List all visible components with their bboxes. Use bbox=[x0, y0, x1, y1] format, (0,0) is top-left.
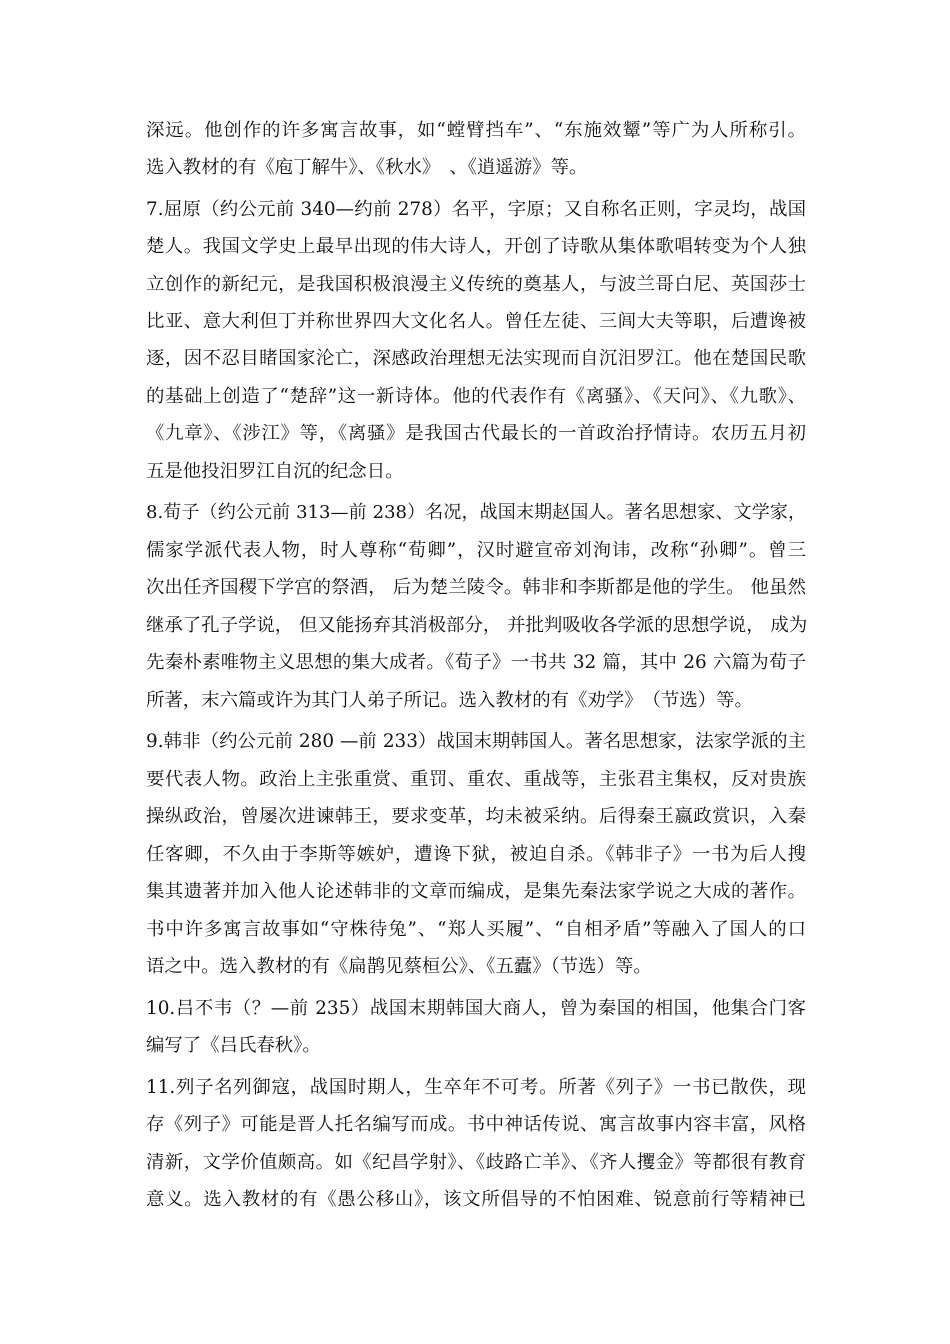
text-line: 集其遗著并加入他人论述韩非的文章而编成，是集先秦法家学说之大成的著作。 bbox=[146, 881, 806, 902]
text-line: 先秦朴素唯物主义思想的集大成者。《荀子》一书共 32 篇，其中 26 六篇为荀子 bbox=[146, 652, 806, 673]
text-line: 立创作的新纪元，是我国积极浪漫主义传统的奠基人，与波兰哥白尼、英国莎士 bbox=[146, 274, 806, 295]
text-line: 9.韩非（约公元前 280 —前 233）战国末期韩国人。著名思想家，法家学派的主 bbox=[146, 731, 806, 752]
text-line: 10.吕不韦（？—前 235）战国末期韩国大商人，曾为秦国的相国，他集合门客 bbox=[146, 998, 806, 1019]
text-line: 深远。他创作的许多寓言故事，如“螳臂挡车”、“东施效颦”等广为人所称引。 bbox=[146, 120, 806, 141]
text-line: 书中许多寓言故事如“守株待兔”、“郑人买履”、“自相矛盾”等融入了国人的口 bbox=[146, 919, 806, 940]
text-line: 要代表人物。政治上主张重赏、重罚、重农、重战等，主张君主集权，反对贵族 bbox=[146, 769, 806, 790]
text-line: 编写了《吕氏春秋》。 bbox=[146, 1035, 321, 1056]
text-line: 楚人。我国文学史上最早出现的伟大诗人，开创了诗歌从集体歌唱转变为个人独 bbox=[146, 236, 806, 257]
text-line: 操纵政治，曾屡次进谏韩王，要求变革，均未被采纳。后得秦王嬴政赏识，入秦 bbox=[146, 806, 806, 827]
text-line: 比亚、意大利但丁并称世界四大文化名人。曾任左徒、三闾大夫等职，后遭谗被 bbox=[146, 311, 806, 332]
text-line: 儒家学派代表人物，时人尊称“荀卿”，汉时避宣帝刘洵讳，改称“孙卿”。曾三 bbox=[146, 540, 806, 561]
text-line: 继承了孔子学说， 但又能扬弃其消极部分， 并批判吸收各学派的思想学说， 成为 bbox=[146, 615, 808, 636]
text-line: 11.列子名列御寇，战国时期人，生卒年不可考。所著《列子》一书已散佚，现 bbox=[146, 1077, 806, 1098]
text-line: 语之中。选入教材的有《扁鹊见蔡桓公》、《五蠹》（节选）等。 bbox=[146, 956, 652, 977]
text-line: 的基础上创造了“楚辞”这一新诗体。他的代表作有《离骚》、《天问》、《九歌》、 bbox=[146, 386, 806, 407]
text-line: 8.荀子（约公元前 313—前 238）名况，战国末期赵国人。著名思想家、文学家， bbox=[146, 502, 806, 523]
text-line: 7.屈原（约公元前 340—约前 278）名平，字原；又自称名正则，字灵均，战国 bbox=[146, 199, 806, 220]
text-line: 任客卿，不久由于李斯等嫉妒，遭谗下狱，被迫自杀。《韩非子》一书为后人搜 bbox=[146, 844, 806, 865]
text-line: 《九章》、《涉江》等，《离骚》是我国古代最长的一首政治抒情诗。农历五月初 bbox=[146, 423, 806, 444]
text-line: 所著，末六篇或许为其门人弟子所记。选入教材的有《劝学》 （节选）等。 bbox=[146, 690, 753, 711]
text-line: 逐，因不忍目睹国家沦亡，深感政治理想无法实现而自沉汨罗江。他在楚国民歌 bbox=[146, 348, 806, 369]
text-line: 意义。选入教材的有《愚公移山》，该文所倡导的不怕困难、锐意前行等精神已 bbox=[146, 1189, 806, 1210]
text-line: 五是他投汨罗江自沉的纪念日。 bbox=[146, 461, 404, 482]
text-line: 存《列子》可能是晋人托名编写而成。书中神话传说、寓言故事内容丰富，风格 bbox=[146, 1114, 806, 1135]
text-line: 次出任齐国稷下学宫的祭酒， 后为楚兰陵令。韩非和李斯都是他的学生。 他虽然 bbox=[146, 577, 806, 598]
text-line: 清新，文学价值颇高。如《纪昌学射》、《歧路亡羊》、《齐人攫金》等都很有教育 bbox=[146, 1152, 806, 1173]
text-line: 选入教材的有《庖丁解牛》、《秋水》 、《逍遥游》等。 bbox=[146, 157, 588, 178]
